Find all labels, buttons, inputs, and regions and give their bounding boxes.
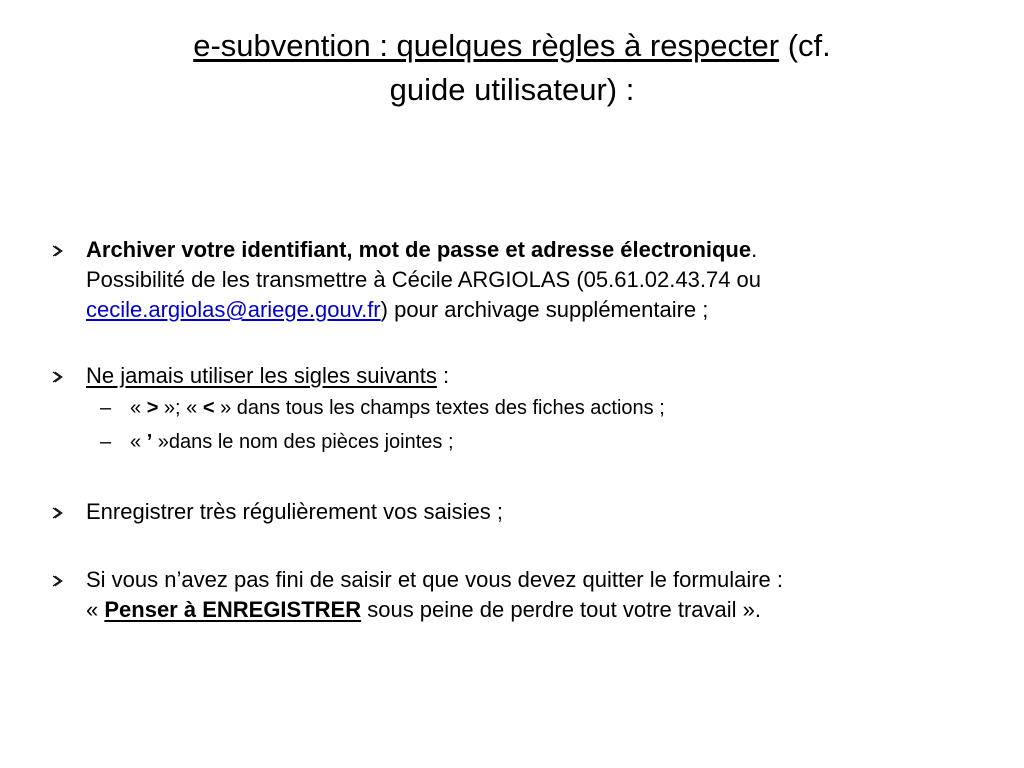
- bullet-archive-bold: Archiver votre identifiant, mot de passe et adresse électronique: [86, 237, 752, 262]
- bullet-quit-rest: sous peine de perdre tout votre travail ».: [361, 597, 762, 622]
- sub-text: » dans tous les champs textes des fiches actions ;: [214, 397, 665, 419]
- arrow-bullet-icon: [50, 370, 64, 384]
- sub-text: »dans le nom des pièces jointes ;: [152, 431, 454, 453]
- bullet-save-text: Enregistrer très régulièrement vos saisies ;: [86, 499, 503, 524]
- quote-open: «: [86, 597, 105, 622]
- bullet-sigles-rest: :: [436, 363, 450, 388]
- arrow-bullet-icon: [50, 574, 64, 588]
- bullet-quit-line1: Si vous n’avez pas fini de saisir et que vous devez quitter le formulaire :: [86, 567, 784, 592]
- bullet-archive-line2: Possibilité de les transmettre à Cécile ARGIOLAS (05.61.02.43.74 ou: [86, 267, 762, 292]
- dash-bullet: –: [100, 431, 112, 453]
- sub-text: «: [130, 431, 147, 453]
- sub-text: «: [130, 397, 147, 419]
- bullet-list: [50, 235, 1000, 625]
- email-link[interactable]: cecile.argiolas@ariege.gouv.fr: [86, 297, 381, 322]
- sub-item-apostrophe: [50, 425, 1000, 459]
- page-title: [60, 24, 964, 112]
- title-rest: (cf.: [779, 28, 831, 63]
- bullet-sigles-underlined: Ne jamais utiliser les sigles suivants: [86, 363, 437, 388]
- dash-bullet: –: [100, 397, 112, 419]
- sub-symbol: <: [202, 397, 215, 419]
- bullet-quit-emphasis: Penser à ENREGISTRER: [104, 597, 362, 622]
- sub-item-chevrons: [50, 391, 1000, 425]
- bullet-sigles: [50, 361, 1000, 391]
- bullet-quit-form: [50, 565, 1000, 625]
- title-line2: guide utilisateur) :: [389, 72, 635, 107]
- bullet-archive-line3: ) pour archivage supplémentaire ;: [380, 297, 709, 322]
- arrow-bullet-icon: [50, 244, 64, 258]
- bullet-archive: [50, 235, 1000, 325]
- arrow-bullet-icon: [50, 506, 64, 520]
- bullet-save-regularly: [50, 497, 1000, 527]
- title-underlined: e-subvention : quelques règles à respecter: [193, 28, 780, 63]
- sub-text: »; «: [158, 397, 203, 419]
- bullet-archive-dot: .: [751, 237, 758, 262]
- sub-symbol: ’: [146, 431, 153, 453]
- sub-symbol: >: [146, 397, 159, 419]
